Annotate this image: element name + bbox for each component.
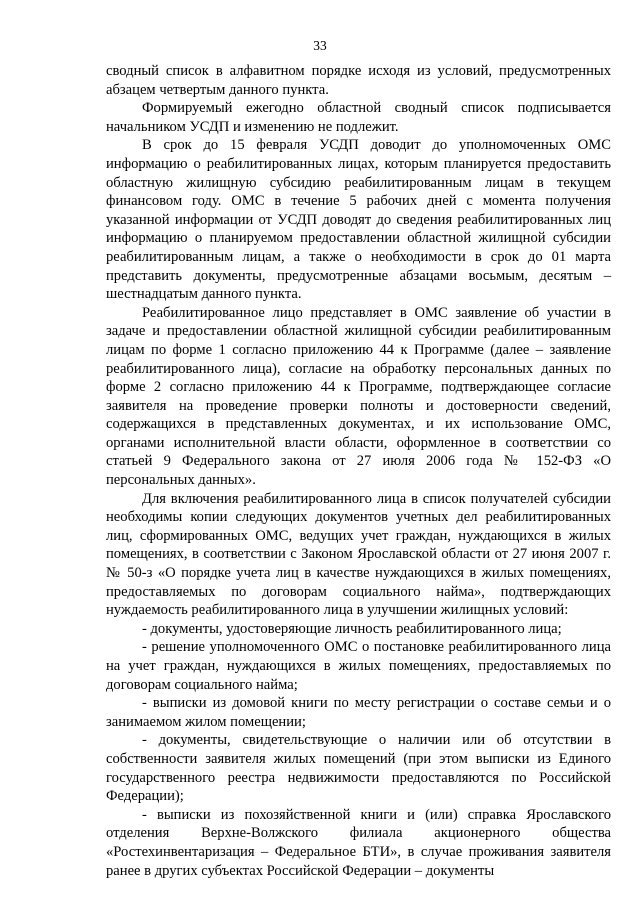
- paragraph: - документы, свидетельствующие о наличии или об отсутствии в собственности заявителя жилых помещений (при этом выписки из Единого государственного реестра недвижимости предоставляются по Российской Федерации);: [106, 732, 611, 805]
- paragraph: сводный список в алфавитном порядке исходя из условий, предусмотренных абзацем четвертым данного пункта.: [106, 63, 611, 98]
- paragraph: Формируемый ежегодно областной сводный список подписывается начальником УСДП и изменению не подлежит.: [106, 100, 611, 135]
- paragraph: - выписки из домовой книги по месту регистрации о составе семьи и о занимаемом жилом помещении;: [106, 695, 611, 730]
- page-number: 33: [313, 38, 327, 53]
- paragraph: Для включения реабилитированного лица в список получателей субсидии необходимы копии следующих документов учетных дел реабилитированных лиц, сформированных ОМС, ведущих учет граждан, нуждающихся в жилых помещениях, в соответствии с Законом Ярославской области от 27 июня 2007 г. № 50-з «О порядке учета лиц в качестве нуждающихся в жилых помещениях, предоставляемых по договорам социального найма», подтверждающих нуждаемость реабилитированного лица в улучшении жилищных условий:: [106, 490, 611, 619]
- paragraph: В срок до 15 февраля УСДП доводит до уполномоченных ОМС информацию о реабилитированных лицах, которым планируется предоставить областную жилищную субсидию реабилитированным лицам в текущем финансовом году. ОМС в течение 5 рабочих дней с момента получения указанной информации от УСДП доводят до сведения реабилитированных лиц информацию о планируемом предоставлении областной жилищной субсидии реабилитированным лицам, а также о необходимости в срок до 01 марта представить документы, предусмотренные абзацами восьмым, десятым – шестнадцатым данного пункта.: [106, 137, 611, 303]
- paragraph: Реабилитированное лицо представляет в ОМС заявление об участии в задаче и предоставлении областной жилищной субсидии реабилитированным лицам по форме 1 согласно приложению 44 к Программе (далее – заявление реабилитированного лица), согласие на обработку персональных данных по форме 2 согласно приложению 44 к Программе, подтверждающее согласие заявителя на проведение проверки полноты и достоверности сведений, содержащихся в представленных документах, и их использование ОМС, органами исполнительной власти области, оформленное в соответствии со статьей 9 Федерального закона от 27 июля 2006 года № 152-ФЗ «О персональных данных».: [106, 304, 611, 489]
- paragraph: - решение уполномоченного ОМС о постановке реабилитированного лица на учет граждан, нуждающихся в жилых помещениях, предоставляемых по договорам социального найма;: [106, 639, 611, 693]
- paragraph: - выписки из похозяйственной книги и (или) справка Ярославского отделения Верхне-Волжского филиала акционерного общества «Ростехинвентаризация – Федеральное БТИ», в случае проживания заявителя ранее в других субъектах Российской Федерации – документы: [106, 806, 611, 879]
- paragraph: - документы, удостоверяющие личность реабилитированного лица;: [142, 620, 562, 637]
- body-text: [106, 62, 611, 880]
